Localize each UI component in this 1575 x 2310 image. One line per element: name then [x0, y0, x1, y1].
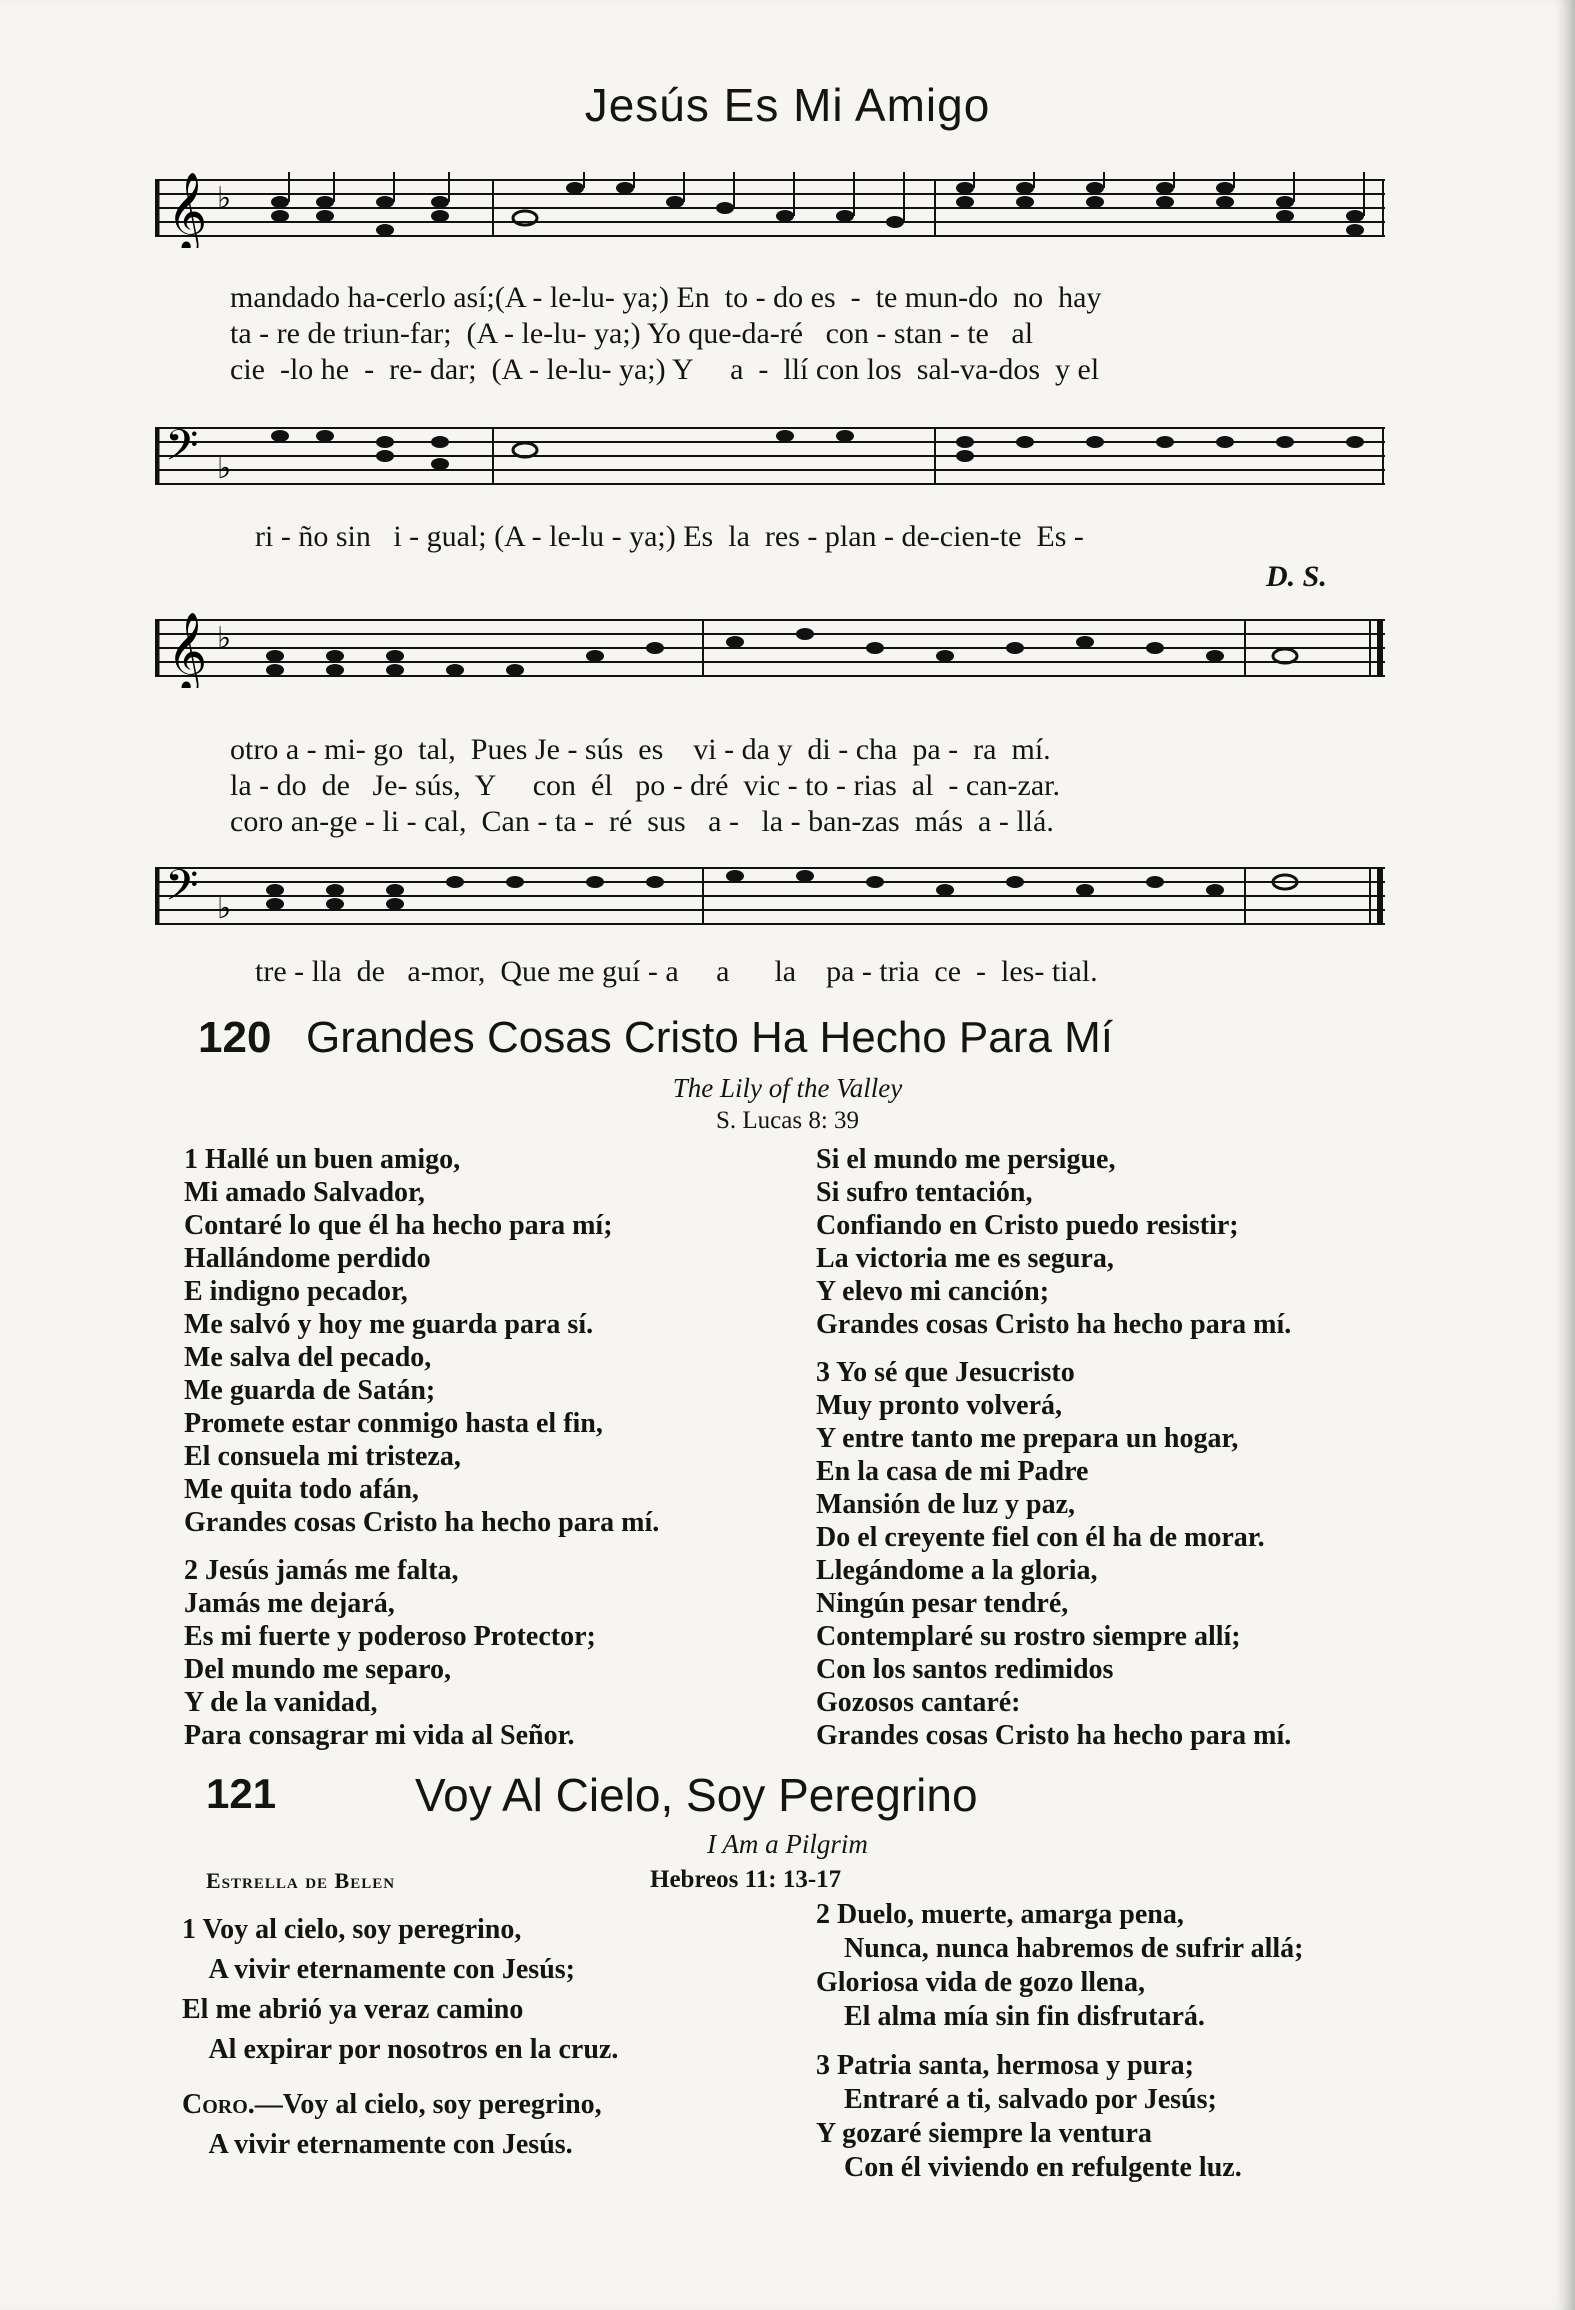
- verse-line: 2 Duelo, muerte, amarga pena,: [816, 1899, 1184, 1930]
- scripture-reference: Hebreos 11: 13-17: [650, 1866, 842, 1893]
- verse-line: Y entre tanto me prepara un hogar,: [816, 1423, 1239, 1454]
- verse-line: Me salva del pecado,: [184, 1342, 432, 1373]
- hymn-120-right-column: [816, 1143, 1291, 1752]
- verse-line: Grandes cosas Cristo ha hecho para mí.: [816, 1309, 1292, 1340]
- verse-line: Confiando en Cristo puedo resistir;: [816, 1210, 1239, 1241]
- composer-credit: Estrella de Belen: [206, 1868, 396, 1893]
- hymn-title: Voy Al Cielo, Soy Peregrino: [415, 1769, 978, 1821]
- music-notation: [155, 860, 1385, 936]
- verse-line: E indigno pecador,: [184, 1276, 408, 1307]
- dal-segno-mark: D. S.: [1266, 560, 1327, 593]
- hymn-title: Grandes Cosas Cristo Ha Hecho Para Mí: [306, 1013, 1113, 1062]
- svg-text:♭: ♭: [217, 181, 232, 216]
- verse-line: Para consagrar mi vida al Señor.: [184, 1720, 575, 1751]
- verse-line: Gozosos cantaré:: [816, 1687, 1021, 1718]
- verse-line: El me abrió ya veraz camino: [182, 1994, 524, 2025]
- verse-line: Ningún pesar tendré,: [816, 1588, 1069, 1619]
- verse-line: Con los santos redimidos: [816, 1654, 1114, 1685]
- verse-line: A vivir eternamente con Jesús;: [182, 1954, 575, 1985]
- bass-staff-2: [155, 860, 1385, 936]
- scripture-reference: S. Lucas 8: 39: [715, 1107, 860, 1134]
- verse-line: El alma mía sin fin disfrutará.: [816, 2001, 1205, 2032]
- verse-line: Me salvó y hoy me guarda para sí.: [184, 1309, 594, 1340]
- lyric-line: ta - re de triun-far; (A - le-lu- ya;) Yo que-da-ré con - stan - te al: [230, 317, 1034, 350]
- english-title: I Am a Pilgrim: [707, 1829, 868, 1859]
- verse-line: Contemplaré su rostro siempre allí;: [816, 1621, 1241, 1652]
- chorus-line: Coro.—Voy al cielo, soy peregrino,: [182, 2089, 602, 2120]
- hymn-120-left-column: [184, 1143, 659, 1752]
- verse-line: Muy pronto volverá,: [816, 1390, 1063, 1421]
- music-notation: [155, 172, 1385, 248]
- svg-text:♭: ♭: [217, 891, 232, 926]
- verse-line: Es mi fuerte y poderoso Protector;: [184, 1621, 596, 1652]
- verse-line: Grandes cosas Cristo ha hecho para mí.: [816, 1720, 1292, 1751]
- music-notation: [155, 612, 1385, 688]
- hymn-121-right-column: [816, 1898, 1303, 2185]
- verse-line: Mansión de luz y paz,: [816, 1489, 1076, 1520]
- lyric-line: otro a - mi- go tal, Pues Je - sús es vi - da y di - cha pa - ra mí.: [230, 733, 1051, 766]
- treble-staff-1: [155, 172, 1385, 248]
- svg-text:𝄢: 𝄢: [165, 421, 199, 481]
- verse-line: Llegándome a la gloria,: [816, 1555, 1098, 1586]
- hymn-number: 121: [206, 1770, 277, 1817]
- lyric-line: la - do de Je- sús, Y con él po - dré vic - to - rias al - can-zar.: [230, 769, 1060, 802]
- bass-lyric-line: tre - lla de a-mor, Que me guí - a a la pa - tria ce - les- tial.: [255, 955, 1098, 988]
- verse-line: Si sufro tentación,: [816, 1177, 1033, 1208]
- verse-line: Y gozaré siempre la ventura: [816, 2118, 1152, 2149]
- verse-line: Entraré a ti, salvado por Jesús;: [816, 2084, 1217, 2115]
- verse-line: Jamás me dejará,: [184, 1588, 395, 1619]
- verse-line: Y elevo mi canción;: [816, 1276, 1050, 1307]
- verse-line: Promete estar conmigo hasta el fin,: [184, 1408, 603, 1439]
- verse-line: Mi amado Salvador,: [184, 1177, 425, 1208]
- hymn-121-left-column: [182, 1910, 618, 2165]
- lyric-line: cie -lo he - re- dar; (A - le-lu- ya;) Y a - llí con los sal-va-dos y el: [230, 353, 1100, 386]
- svg-text:𝄞: 𝄞: [167, 172, 208, 248]
- chorus-line: A vivir eternamente con Jesús.: [182, 2129, 573, 2160]
- svg-text:𝄞: 𝄞: [167, 612, 208, 688]
- verse-line: Si el mundo me persigue,: [816, 1144, 1116, 1175]
- verse-line: 2 Jesús jamás me falta,: [184, 1555, 459, 1586]
- verse-line: Con él viviendo en refulgente luz.: [816, 2152, 1242, 2183]
- svg-text:♭: ♭: [217, 621, 232, 656]
- verse-line: Nunca, nunca habremos de sufrir allá;: [816, 1933, 1304, 1964]
- verse-line: Gloriosa vida de gozo llena,: [816, 1967, 1145, 1998]
- verse-line: La victoria me es segura,: [816, 1243, 1114, 1274]
- bass-lyric-line: ri - ño sin i - gual; (A - le-lu - ya;) Es la res - plan - de-cien-te Es -: [255, 520, 1084, 553]
- lyric-line: mandado ha-cerlo así;(A - le-lu- ya;) En to - do es - te mun-do no hay: [230, 281, 1102, 314]
- verse-line: Grandes cosas Cristo ha hecho para mí.: [184, 1507, 660, 1538]
- bass-staff-1: [155, 420, 1385, 496]
- verse-line: 3 Patria santa, hermosa y pura;: [816, 2050, 1194, 2081]
- chorus-label: Coro.: [182, 2089, 255, 2120]
- verse-line: 1 Hallé un buen amigo,: [184, 1144, 461, 1175]
- english-title: The Lily of the Valley: [672, 1073, 903, 1103]
- verse-line: Al expirar por nosotros en la cruz.: [182, 2034, 619, 2065]
- verse-line: Contaré lo que él ha hecho para mí;: [184, 1210, 613, 1241]
- verse-line: 3 Yo sé que Jesucristo: [816, 1357, 1075, 1388]
- treble-staff-2: [155, 612, 1385, 688]
- music-notation: [155, 420, 1385, 496]
- verse-line: Me quita todo afán,: [184, 1474, 419, 1505]
- verse-line: Me guarda de Satán;: [184, 1375, 436, 1406]
- svg-text:𝄢: 𝄢: [165, 861, 199, 921]
- verse-line: Do el creyente fiel con él ha de morar.: [816, 1522, 1265, 1553]
- lyric-line: coro an-ge - li - cal, Can - ta - ré sus a - la - ban-zas más a - llá.: [230, 805, 1054, 838]
- verse-line: 1 Voy al cielo, soy peregrino,: [182, 1914, 522, 1945]
- hymn-number: 120: [198, 1013, 272, 1062]
- verse-line: Y de la vanidad,: [184, 1687, 378, 1718]
- verse-line: Hallándome perdido: [184, 1243, 431, 1274]
- song-title: Jesús Es Mi Amigo: [584, 79, 991, 131]
- verse-line: En la casa de mi Padre: [816, 1456, 1089, 1487]
- verse-line: El consuela mi tristeza,: [184, 1441, 461, 1472]
- svg-text:♭: ♭: [217, 451, 232, 486]
- verse-line: Del mundo me separo,: [184, 1654, 452, 1685]
